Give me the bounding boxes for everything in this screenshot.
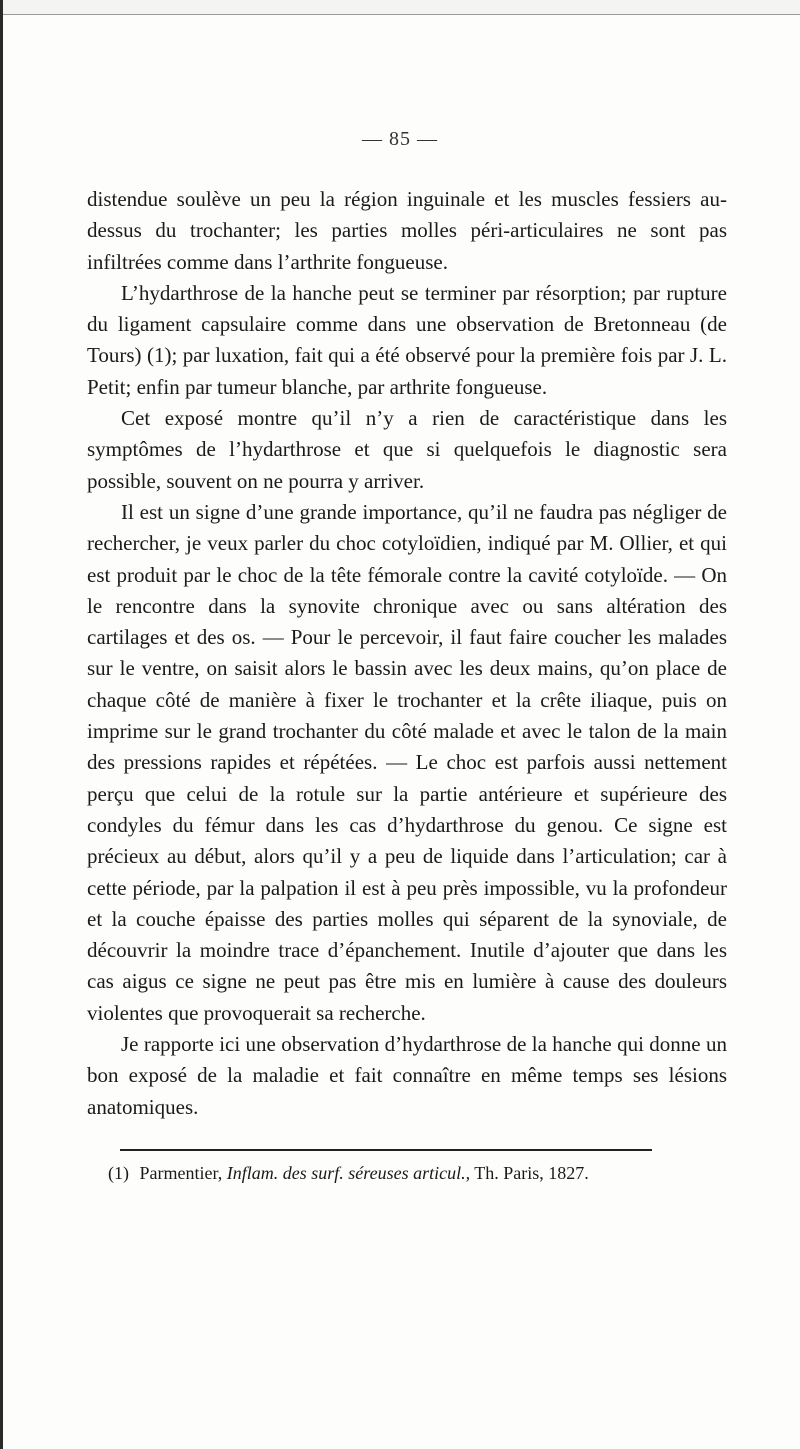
body-text — [87, 184, 727, 1123]
paragraph-3: Cet exposé montre qu’il n’y a rien de caractéristique dans les symptômes de l’hydarthrose et que si quelquefois le diagnostic sera possible, souvent on ne pourra y arriver. — [87, 406, 727, 493]
page-number: — 85 — — [362, 128, 438, 150]
footnote-separator — [120, 1149, 652, 1151]
paragraph-2: L’hydarthrose de la hanche peut se terminer par résorption; par rupture du ligament capsulaire comme dans une observation de Bretonneau (de Tours) (1); par luxation, fait qui a été observé pour la première fois par J. L. Petit; enfin par tumeur blanche, par arthrite fongueuse. — [87, 280, 727, 399]
paragraph-1: distendue soulève un peu la région inguinale et les muscles fessiers au-dessus du trochanter; les parties molles péri-articulaires ne sont pas infiltrées comme dans l’arthrite fongueuse. — [87, 187, 727, 274]
footnote — [88, 1160, 738, 1186]
scan-left-edge — [0, 0, 3, 1449]
paragraph-4: Il est un signe d’une grande importance, qu’il ne faudra pas négliger de rechercher, je veux parler du choc cotyloïdien, indiqué par M. Ollier, et qui est produit par le choc de la tête fémorale contre la cavité cotyloïde. — On le rencontre dans la synovite chronique avec ou sans altération des cartilages et des os. — Pour le percevoir, il faut faire coucher les malades sur le ventre, on saisit alors le bassin avec les deux mains, qu’on place de chaque côté de manière à fixer le trochanter et la crête iliaque, puis on imprime sur le grand trochanter du côté malade et avec le talon de la main des pressions rapides et répétées. — Le choc est parfois aussi nettement perçu que celui de la rotule sur la partie antérieure et supérieure des condyles du fémur dans les cas d’hydarthrose du genou. Ce signe est précieux au début, alors qu’il y a peu de liquide dans l’articulation; car à cette période, par la palpation il est à peu près impossible, vu la profondeur et la couche épaisse des parties molles qui séparent de la synoviale, de découvrir la moindre trace d’épanchement. Inutile d’ajouter que dans les cas aigus ce signe ne peut pas être mis en lumière à cause des douleurs violentes que provoquerait sa recherche. — [87, 499, 727, 1025]
paragraph-5: Je rapporte ici une observation d’hydarthrose de la hanche qui donne un bon exposé de la maladie et fait connaître en même temps ses lésions anatomiques. — [87, 1032, 727, 1119]
footnote-title: Inflam. des surf. séreuses articul., — [226, 1163, 471, 1183]
footnote-reference: Th. Paris, 1827. — [474, 1163, 589, 1183]
scan-top-edge — [0, 0, 800, 15]
footnote-author: Parmentier, — [139, 1163, 223, 1183]
footnote-number: (1) — [108, 1163, 129, 1183]
